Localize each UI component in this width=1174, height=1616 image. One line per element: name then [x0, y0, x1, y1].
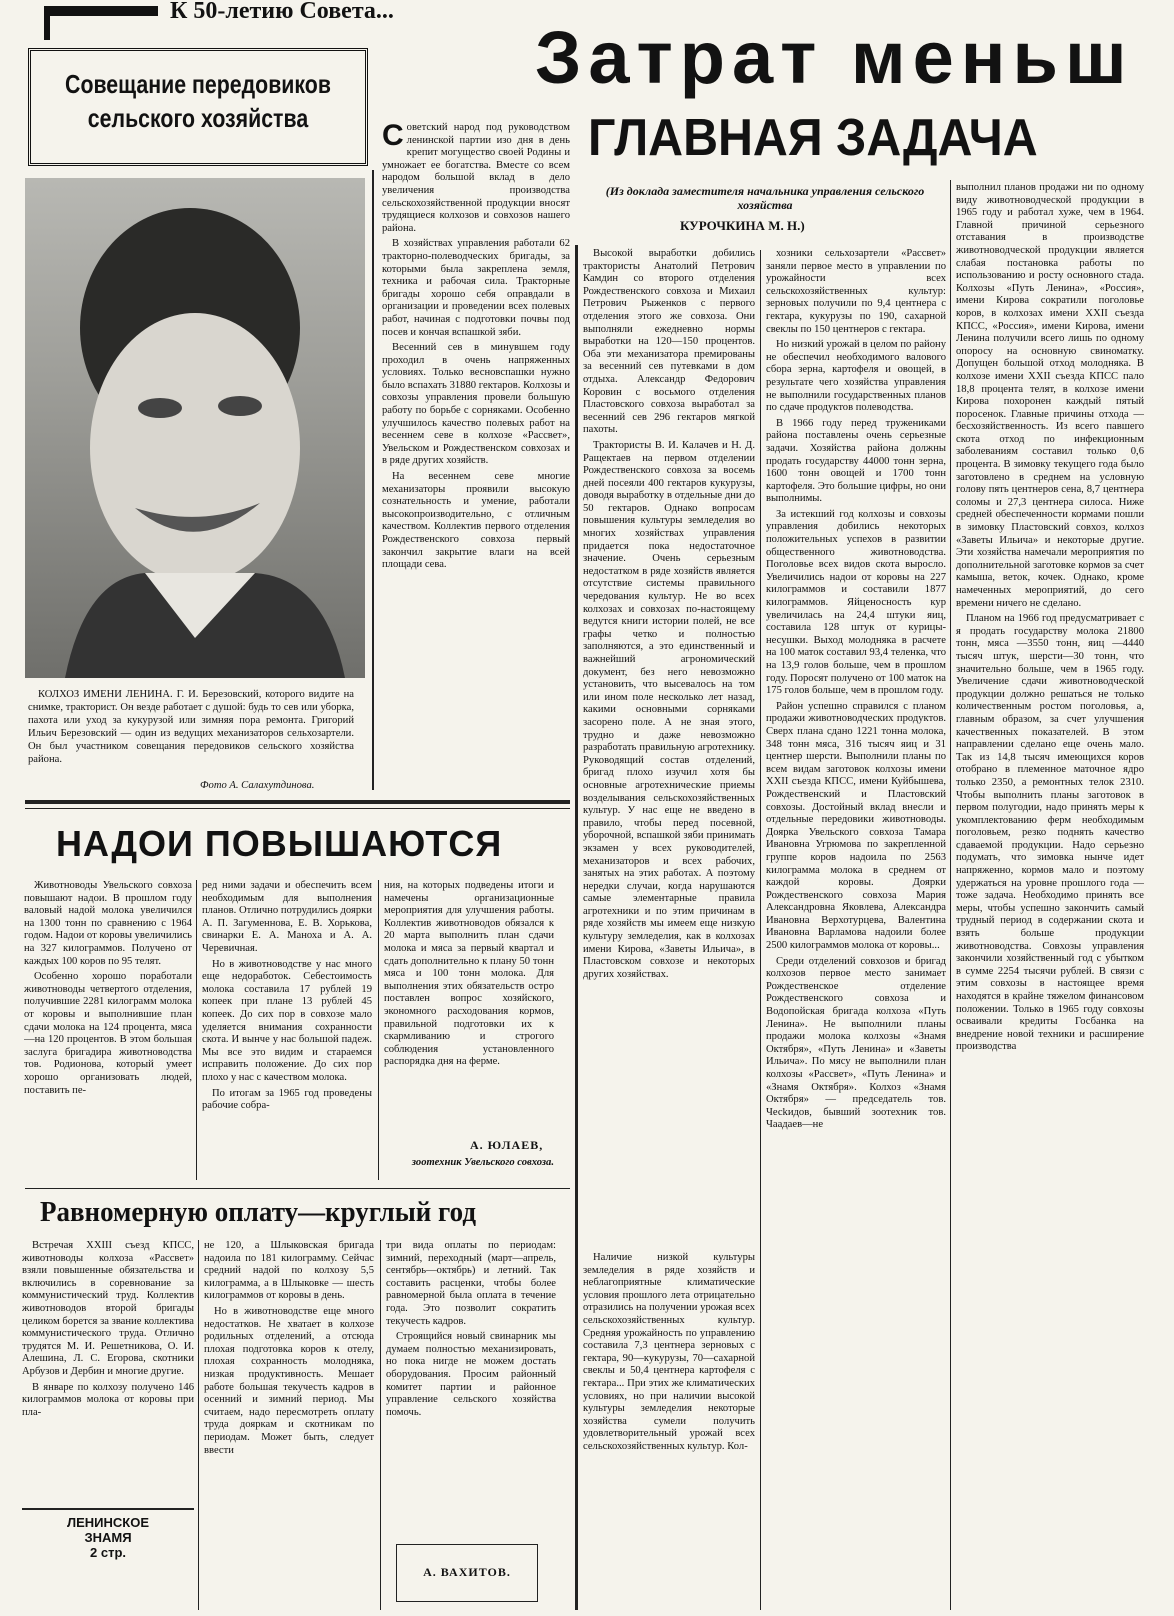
footer-page-number: 2 стр. [90, 1545, 126, 1560]
header-rubric: К 50-летию Совета... [170, 0, 394, 24]
rule-nadoi-1 [196, 880, 197, 1180]
footer-paper-line1: ЛЕНИНСКОЕ [66, 1515, 150, 1530]
main-author: КУРОЧКИНА М. Н.) [680, 218, 805, 233]
nadoi-col1-p1: Животноводы Увельского совхоза повышают надои. В прошлом году валовый надой молока увеличился на 1300 тонн по сравнению с 1964 годом. Надои от коровы увеличились на 327 килограммов. Получено от каждых 100 коров по 95 телят. [24, 880, 192, 967]
header-rubric-corner [44, 6, 50, 40]
portrait-figure [25, 178, 365, 678]
meeting-title-line2: сельского хозяйства [87, 103, 309, 133]
rule-oplata-top [25, 1188, 570, 1189]
main-col2b-p1: Наличие низкой культуры земледелия в ряде хозяйств и неблагоприятные климатические условия прошлого лета отрицательно отразились на получении урожая всех сельскохозяйственных культур. Средняя урожайность по управлению составила 7,3 центнера зерновых с гектара, 90—кукурузы, 70—сахарной свеклы и 50,4 центнера картофеля с гектара... При этих же климатических условиях, но при наличии высокой культуры земледелия некоторые хозяйства сумели получить удовлетворительный урожай всех сельскохозяйственных культур. Кол- [583, 1252, 755, 1452]
main-col2-p2: Трактористы В. И. Калачев и Н. Д. Ращектаев на первом отделении Рождественского совхоза за восемь дней посеяли 400 гектаров кукурузы, доводя выработку в отдельные дни до 50 гектаров. Однако вопросам повышения культуры земледелия во многих хозяйствах управления придается пока недостаточное значение. Очень серьезным недостатком в ряде хозяйств является отсутствие системы правильного чередования культур. Не во всех колхозах и совхозах по-настоящему ведутся книги истории полей, не все графы четко и полностью заполняются, а это единственный и важнейший агрономический документ, без него невозможно установить, что высевалось на том или ином поле несколько лет назад, какими основными сорняками засорено поле. А не зная этого, трудно и даже невозможно разработать правильную агротехнику. Руководящий состав отделений, бригад плохо изучил хотя бы основные агротехнические приемы возделывания сельскохозяйственных культур. У нас еще не введено в правило, чтобы перед посевной, уборочной, вспашкой зяби принимать экзамен у всех руководителей, механизаторов и всех рабочих, занятых на этих работах. А поэтому нередки случаи, когда нарушаются самые элементарные правила агротехники и по этим причинам в ряде хозяйств мы имеем еще низкую культуру земледелия, как в колхозах имени Кирова, «Заветы Ильича», в Пластовском совхозе и некоторых других хозяйствах. [583, 439, 755, 980]
photo-credit: Фото А. Салахутдинова. [200, 780, 315, 791]
main-column-3 [766, 248, 946, 1610]
main-col3-p3: В 1966 году перед тружениками района поставлены очень серьезные задачи. Хозяйства района должны продать государству 44000 тонн зерна, 1600 тонн овощей и 1700 тонн картофеля. Это большие цифры, но они выполнимы. [766, 417, 946, 505]
nadoi-col2-p1: ред ними задачи и обеспечить всем необходимым для выполнения планов. Отлично потрудились доярки А. П. Загуменнова, Е. В. Хорькова, свинарки Е. А. Манохa и А. А. Черевичная. [202, 880, 372, 954]
oplata-headline: Равномерную оплату—круглый год [40, 1196, 476, 1228]
rule-footer-top [22, 1508, 194, 1510]
main-col4-p2: Планом на 1966 год предусматривает с я продать государству молока 21800 тонн, мяса —3550 тонн, яиц —4440 тысяч штук, шерсти—30 тонн, что значительно больше, чем в 1965 году. Увеличение сдачи животноводческой продукции должно решаться не только количественным ростом поголовья, а, главным образом, за счет улучшения качественных показателей. В этом направлении сделано еще очень мало. Так из 14,8 тысяч имеющихся коров отобрано в племенное маточное ядро только 2350, а ремонтных телок 2310. Чтобы выполнить планы заготовок в первом полугодии, надо принять меры к укомплектованию ферм необходимым поголовьем, резко поднять качество сдаваемой продукции. Надо серьезно подумать, что зимовка нынче идет напряженно, кормов мало и поэтому удержаться на уровне прошлого года — тоже задача. Необходимо принять все меры, чтобы успешно закончить самый трудный период в содержании скота и взять больше продукции животноводства. Совхозы управления закончили хозяйственный год с убытком в сумме 2254 тысячи рублей. В связи с этим совхозы в настоящее время находятся в крайне тяжелом финансовом положении. Только в 1965 году совхозы осваивали кредиты Госбанка на внедрение новой техники и расширение производства [956, 613, 1144, 1053]
main-col2-p1: Высокой выработки добились трактористы Анатолий Петрович Камдин со второго отделения Рождественского совхоза и Михаил Петрович Рыженков с первого отделения этого же совхоза. Они выполняли ежедневно нормы выработки на 120—150 процентов. Оба эти механизатора премированы за весенний сев путевками в дом отдыха. Александр Федорович Коровин с восьмого отделения Пластовского совхоза выработал за весенний сев 296 гектаров мягкой пахоты. [583, 248, 755, 436]
nadoi-column-3 [384, 880, 554, 1130]
rule-v1 [372, 170, 374, 790]
main-col3-p2: Но низкий урожай в целом по району не обеспечил необходимого валового сбора зерна, картофеля и овощей, в результате чего хозяйства управления не выполнили государственных планов по сдаче продуктов полеводства. [766, 339, 946, 414]
main-column-2b [583, 1252, 755, 1612]
nadoi-col2-p2: Но в животноводстве у нас много еще недоработок. Себестоимость молока составила 17 рублей 19 копеек при плане 13 рублей 45 копеек. До сих пор в совхозе мало уделяется внимания сохранности скота. И вынче у нас большой падеж. Мы все это видим и стараемся исправить положение. До сих пор плохо у нас с качеством молока. [202, 958, 372, 1083]
nadoi-signature-name: А. ЮЛАЕВ, [470, 1138, 544, 1152]
nadoi-col1-p2: Особенно хорошо поработали животноводы четвертого отделения, получившие 2281 килограмм молока от коровы и выполнившие план сдачи молока на 124 процента, мяса—на 120 процентов. В этом большая заслуга бригадира животноводства тов. Родионова, который умеет хорошо организовать людей, поставить пе- [24, 971, 192, 1096]
nadoi-headline: НАДОИ ПОВЫШАЮТСЯ [56, 823, 503, 864]
oplata-col2-p2: Но в животноводстве еще много недостатков. Не хватает в колхозе родильных отделений, а отсюда плохая подготовка коров к отелу, плохая сохранность молодняка, низкая продуктивность. Мешает работе большая текучесть кадров в осенний и зимний период. Мы считаем, надо пересмотреть оплату труда дояркам и скотникам по периодам. Может быть, следует ввести [204, 1305, 374, 1456]
nadoi-signature-title: зоотехник Увельского совхоза. [411, 1157, 554, 1168]
main-col1-p3: Весенний сев в минувшем году проходил в очень напряженных условиях. Только весновспашки нужно было вспахать 31880 гектаров. Колхозы и совхозы управления провели большую работу по борьбе с сорняками. Особенно улучшилось качество полевых работ на весеннем севе в колхозе «Рассвет», Увельском и Рождественском совхозах и в ряде других хозяйств. [382, 342, 570, 467]
rule-oplata-1 [198, 1240, 199, 1610]
main-column-2 [583, 248, 755, 1248]
meeting-title-line1: Совещание передовиков [65, 69, 331, 99]
oplata-column-1 [22, 1240, 194, 1500]
oplata-signature-box [396, 1544, 538, 1602]
rule-nadoi-top2 [25, 808, 570, 809]
dropcap: С [382, 122, 404, 152]
rule-v3 [760, 250, 761, 1610]
meeting-title-box [28, 48, 368, 166]
main-col4-p1: выполнил планов продажи ни по одному виду животноводческой продукции в 1965 году и работал хуже, чем в 1964. Главной причиной серьезного отставания в производстве животноводческой продукции является слабая постановка работы по использованию и росту основного стада. Колхозы «Путь Ленина», «Россия», имени Кирова сократили поголовье коров, в колхозах имени XXII съезда КПСС, «Россия», имени Кирова, имени Ленина получили всего лишь по одному опоросу на основную свиноматку. Допущен большой отход молодняка. В колхозе имени XXII съезда КПСС пало 18,8 процента телят, в колхозе имени Кирова похоронен каждый пятый поросенок. Главные причины отхода — бесхозяйственность. Из всего павшего скота отход по инфекционным заболеваниям составил только 0,6 процента. В зимовку текущего года было заготовлено в среднем на условную голову пять центнеров сена, 8,7 центнера соломы и 27,3 центнера силоса. Ниже средней обеспеченности кормами пошли в зимовку Пластовский совхоз, колхоз «Заветы Ильича» и некоторые другие. Эти хозяйства намечали мероприятия по дополнительной заготовке кормов за счет камыша, веток, кочек. Однако, кроме намеченных мероприятий, до сего времени ничего не сделано. [956, 182, 1144, 609]
oplata-column-3 [386, 1240, 556, 1490]
main-col3-p4: За истекший год колхозы и совхозы управления добились некоторых положительных успехов в развитии общественного животноводства. Поголовье всех видов скота выросло. Увеличились надои от коровы на 227 килограммов и составили 1877 килограммов. Яйценосность кур увеличилась на 24,4 штуки яиц, составила 128 штук от курицы-несушки. Выход молодняка в расчете на 100 маток составил 93,4 теленка, что на 13,9 голов больше, чем в прошлом году. Поросят получено от 100 маток на 175 голов больше, чем в прошлом году. [766, 508, 946, 697]
oplata-col1-p1: Встречая XXIII съезд КПСС, животноводы колхоза «Рассвет» взяли повышенные обязательства и включились в соревнование за коммунистический труд. Коллектив животноводов второй бригады целиком борется за звание коллектива коммунистического труда. Отлично трудятся М. И. Решетникова, О. И. Алешина, Л. С. Егорова, скотники Арбузов и Дербин и многие другие. [22, 1240, 194, 1377]
oplata-col3-p2: Строящийся новый свинарник мы думаем полностью механизировать, но пока нигде не можем достать оборудования. Просим районный комитет партии и районное управление сельского хозяйства помочь. [386, 1331, 556, 1418]
oplata-column-2 [204, 1240, 374, 1610]
oplata-signature-name: А. ВАХИТОВ. [423, 1565, 511, 1579]
rule-nadoi-top [25, 800, 570, 804]
rule-oplata-2 [380, 1240, 381, 1610]
nadoi-column-2 [202, 880, 372, 1185]
main-col3-p6: Среди отделений совхозов и бригад колхозов первое место занимает Рождественское отделение Рождественского совхоза и Водопойская бригада колхоза «Путь Ленина». Не выполнили планы продажи молока колхозы «Знамя Октября», «Путь Ленина» и «Заветы Ильича». По мясу не выполнили план колхозы «Рассвет», «Путь Ленина» и «Знамя Октября». Колхоз «Знамя Октября» — председатель тов. Чесkидов, бывший зоотехник тов. Чаадаев—не [766, 955, 946, 1131]
footer-paper-name [22, 1515, 194, 1560]
main-column-1 [382, 122, 570, 790]
main-col3-p1: хозники сельхозартели «Рассвет» заняли первое место в управлении по урожайности всех сельскохозяйственных культур: зерновых получили по 9,4 центнера с гектара, кукурузы по 190, сахарной свеклы по 150 центнеров с гектара. [766, 248, 946, 335]
photo-caption: КОЛХОЗ ИМЕНИ ЛЕНИНА. Г. И. Березовский, которого видите на снимке, тракторист. Он везде работает с душой: будь то сев или уборка, пахота или уход за кукурузой или зимняя пора ремонта. Григорий Ильич Березовский — один из ведущих механизаторов сельхозартели. Он был участником совещания передовиков сельского хозяйства района. [28, 689, 354, 765]
main-col3-p5: Район успешно справился с планом продажи животноводческих продуктов. Сверх плана сдано 1221 тонна молока, 348 тонн мяса, 316 тысяч яиц и 31 центнер шерсти. Выполнили планы по всем видам заготовок колхозы имени XXII съезда КПСС, имени Куйбышева, Рождественский и Пластовский совхозы. Достойный вклад внесли и отдельные передовики животноводы. Доярка Увельского совхоза Тамара Ивановна Угрюмова по закрепленной группе коров надоила по 2563 килограмма молока в среднем от каждой коровы. Доярки Рождественского совхоза Мария Александровна Яковлева, Александра Ивановна Верхотурцева, Валентина Ивановна Варламова надоили более 2500 килограммов молока от коровы... [766, 700, 946, 952]
main-col1-p2: В хозяйствах управления работали 62 тракторно-полеводческих бригады, за которыми была закреплена земля, техника и рабочая сила. Тракторные бригады хорошо себя оправдали в организации и проведении всех полевых работ, начиная с подготовки почвы под посев и кончая вспашкой зяби. [382, 238, 570, 338]
main-headline: Затрат меньш [535, 16, 1134, 99]
oplata-col1-p2: В январе по колхозу получено 146 килограммов молока от коровы при пла- [22, 1381, 194, 1418]
main-col1-p4: На весеннем севе многие механизаторы проявили высокую сознательность и умение, работали высокопроизводительно, с отличным качеством. Коллектив первого отделения Рождественского совхоза первый закончил закрытие влаги на всей площади сева. [382, 471, 570, 571]
header-rubric-bar [48, 6, 158, 16]
main-lead: (Из доклада заместителя начальника управления сельского хозяйства [605, 184, 925, 212]
main-column-4 [956, 182, 1144, 1610]
main-subhead: ГЛАВНАЯ ЗАДАЧА [588, 109, 1038, 167]
main-col1-p1: Советский народ под руководством ленинской партии изо дня в день крепит могущество своей Родины и умножает ее богатства. Вместе со всем народом большой вклад в дело увеличения производства сельскохозяйственной продукции вносят трудящиеся колхозов и совхозов нашего района. [382, 122, 570, 234]
portrait-photo [25, 178, 365, 678]
footer-paper-line2: ЗНАМЯ [84, 1530, 132, 1545]
rule-v2 [575, 245, 578, 1610]
rule-nadoi-2 [378, 880, 379, 1180]
oplata-col3-p1: три вида оплаты по периодам: зимний, переходный (март—апрель, сентябрь—октябрь) и летний. Так составить расценки, чтобы более равномерной была оплата в течение года. Это позволит сократить текучесть кадров. [386, 1240, 556, 1327]
nadoi-col3-p1: ния, на которых подведены итоги и намечены организационные мероприятия для улучшения работы. Коллектив животноводов обязался к 20 марта выполнить план сдачи молока и мяса за первый квартал и сдать дополнительно к плану 50 тонн мяса и 100 тонн молока. Для выполнения этих обязательств остро поставлен вопрос хозяйского, экономного расходования кормов, правильной подготовки их к скармливанию и строгого соблюдения установленного распорядка дня на ферме. [384, 880, 554, 1068]
rule-v4 [950, 180, 951, 1610]
oplata-col2-p1: не 120, а Шлыковская бригада надоила по 181 килограмму. Сейчас средний надой по колхозу 5,5 килограмма, а в Шлыковке — шесть килограммов от коровы в день. [204, 1240, 374, 1302]
nadoi-col2-p3: По итогам за 1965 год проведены рабочие собра- [202, 1087, 372, 1112]
nadoi-column-1 [24, 880, 192, 1185]
